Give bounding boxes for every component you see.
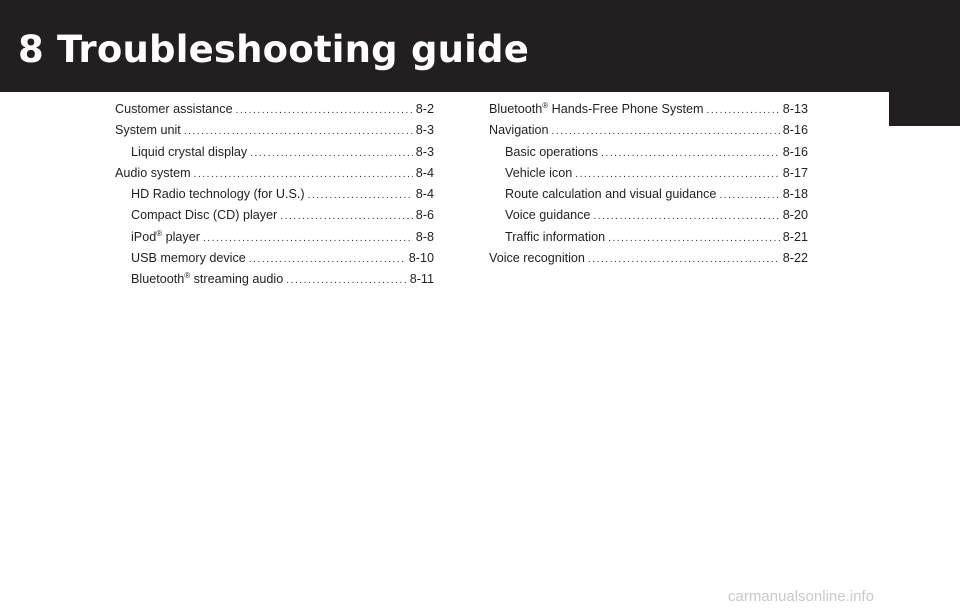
toc-entry-page: 8-4 bbox=[415, 187, 434, 202]
toc-entry-page: 8-4 bbox=[415, 165, 434, 180]
toc-entry[interactable] bbox=[489, 142, 808, 163]
toc-entry-label: Route calculation and visual guidance bbox=[505, 187, 717, 202]
toc-dot-leader bbox=[250, 142, 413, 163]
toc-dot-leader bbox=[203, 227, 413, 248]
toc-entry[interactable] bbox=[489, 205, 808, 226]
toc-entry-label: Compact Disc (CD) player bbox=[131, 208, 278, 223]
toc-entry[interactable] bbox=[489, 120, 808, 141]
toc-entry-label: Audio system bbox=[115, 165, 191, 180]
toc-entry[interactable] bbox=[489, 184, 808, 205]
toc-entry[interactable] bbox=[115, 227, 434, 248]
toc-entry-page: 8-11 bbox=[409, 272, 434, 287]
toc-entry-label: Voice recognition bbox=[489, 251, 585, 266]
toc-entry-page: 8-21 bbox=[782, 229, 808, 244]
toc-entry[interactable] bbox=[115, 205, 434, 226]
registered-mark: ® bbox=[156, 228, 163, 238]
toc-entry-label: iPod® player bbox=[131, 228, 200, 244]
toc-dot-leader bbox=[194, 163, 413, 184]
toc-dot-leader bbox=[236, 99, 413, 120]
toc-entry-label: USB memory device bbox=[131, 251, 246, 266]
toc-entry-label: System unit bbox=[115, 123, 181, 138]
toc-entry-page: 8-3 bbox=[415, 123, 434, 138]
toc-entry-label: Traffic information bbox=[505, 229, 606, 244]
toc-dot-leader bbox=[249, 248, 406, 269]
toc-entry-label: Customer assistance bbox=[115, 102, 233, 116]
toc-dot-leader bbox=[286, 269, 406, 290]
registered-mark: ® bbox=[542, 101, 549, 110]
toc-entry-label: Bluetooth® streaming audio bbox=[131, 271, 284, 287]
toc-entry-page: 8-2 bbox=[415, 102, 434, 116]
toc-entry-label: Vehicle icon bbox=[505, 165, 573, 180]
toc-entry[interactable] bbox=[489, 248, 808, 269]
chapter-header-band bbox=[0, 0, 960, 92]
toc-dot-leader bbox=[707, 99, 780, 120]
toc-dot-leader bbox=[280, 205, 413, 226]
toc-entry-label: HD Radio technology (for U.S.) bbox=[131, 187, 305, 202]
toc-column-left bbox=[115, 99, 434, 291]
toc-entry-page: 8-10 bbox=[408, 251, 434, 266]
toc-entry-page: 8-20 bbox=[782, 208, 808, 223]
toc-entry[interactable] bbox=[115, 163, 434, 184]
toc-entry-page: 8-13 bbox=[782, 102, 808, 116]
toc-dot-leader bbox=[588, 248, 780, 269]
toc-dot-leader bbox=[308, 184, 413, 205]
chapter-title: 8 Troubleshooting guide bbox=[18, 28, 530, 71]
toc-entry-label: Voice guidance bbox=[505, 208, 591, 223]
toc-entry[interactable] bbox=[489, 227, 808, 248]
toc-entry[interactable] bbox=[489, 99, 808, 120]
toc-entry-page: 8-3 bbox=[415, 144, 434, 159]
toc-entry-page: 8-17 bbox=[782, 165, 808, 180]
toc-entry-label: Bluetooth® Hands-Free Phone System bbox=[489, 101, 704, 116]
toc-dot-leader bbox=[719, 184, 779, 205]
toc-entry[interactable] bbox=[115, 269, 434, 290]
toc-entry-page: 8-8 bbox=[415, 229, 434, 244]
toc-entry[interactable] bbox=[115, 120, 434, 141]
toc-entry-page: 8-16 bbox=[782, 123, 808, 138]
toc-column-right bbox=[489, 99, 808, 269]
toc-entry-label: Navigation bbox=[489, 123, 549, 138]
toc-entry[interactable] bbox=[115, 142, 434, 163]
toc-dot-leader bbox=[552, 120, 780, 141]
toc-dot-leader bbox=[601, 142, 780, 163]
watermark: carmanualsonline.info bbox=[728, 588, 874, 605]
chapter-side-tab bbox=[889, 88, 960, 126]
toc-entry-label: Basic operations bbox=[505, 144, 599, 159]
toc-entry-page: 8-22 bbox=[782, 251, 808, 266]
toc-entry-label: Liquid crystal display bbox=[131, 144, 248, 159]
registered-mark: ® bbox=[184, 271, 191, 281]
toc-dot-leader bbox=[575, 163, 780, 184]
toc-entry-page: 8-18 bbox=[782, 187, 808, 202]
toc-entry-page: 8-16 bbox=[782, 144, 808, 159]
toc-entry[interactable] bbox=[115, 99, 434, 120]
toc-dot-leader bbox=[593, 205, 779, 226]
toc-entry[interactable] bbox=[489, 163, 808, 184]
toc-dot-leader bbox=[608, 227, 780, 248]
toc-dot-leader bbox=[184, 120, 413, 141]
toc-entry[interactable] bbox=[115, 184, 434, 205]
toc-entry[interactable] bbox=[115, 248, 434, 269]
toc-entry-page: 8-6 bbox=[415, 208, 434, 223]
